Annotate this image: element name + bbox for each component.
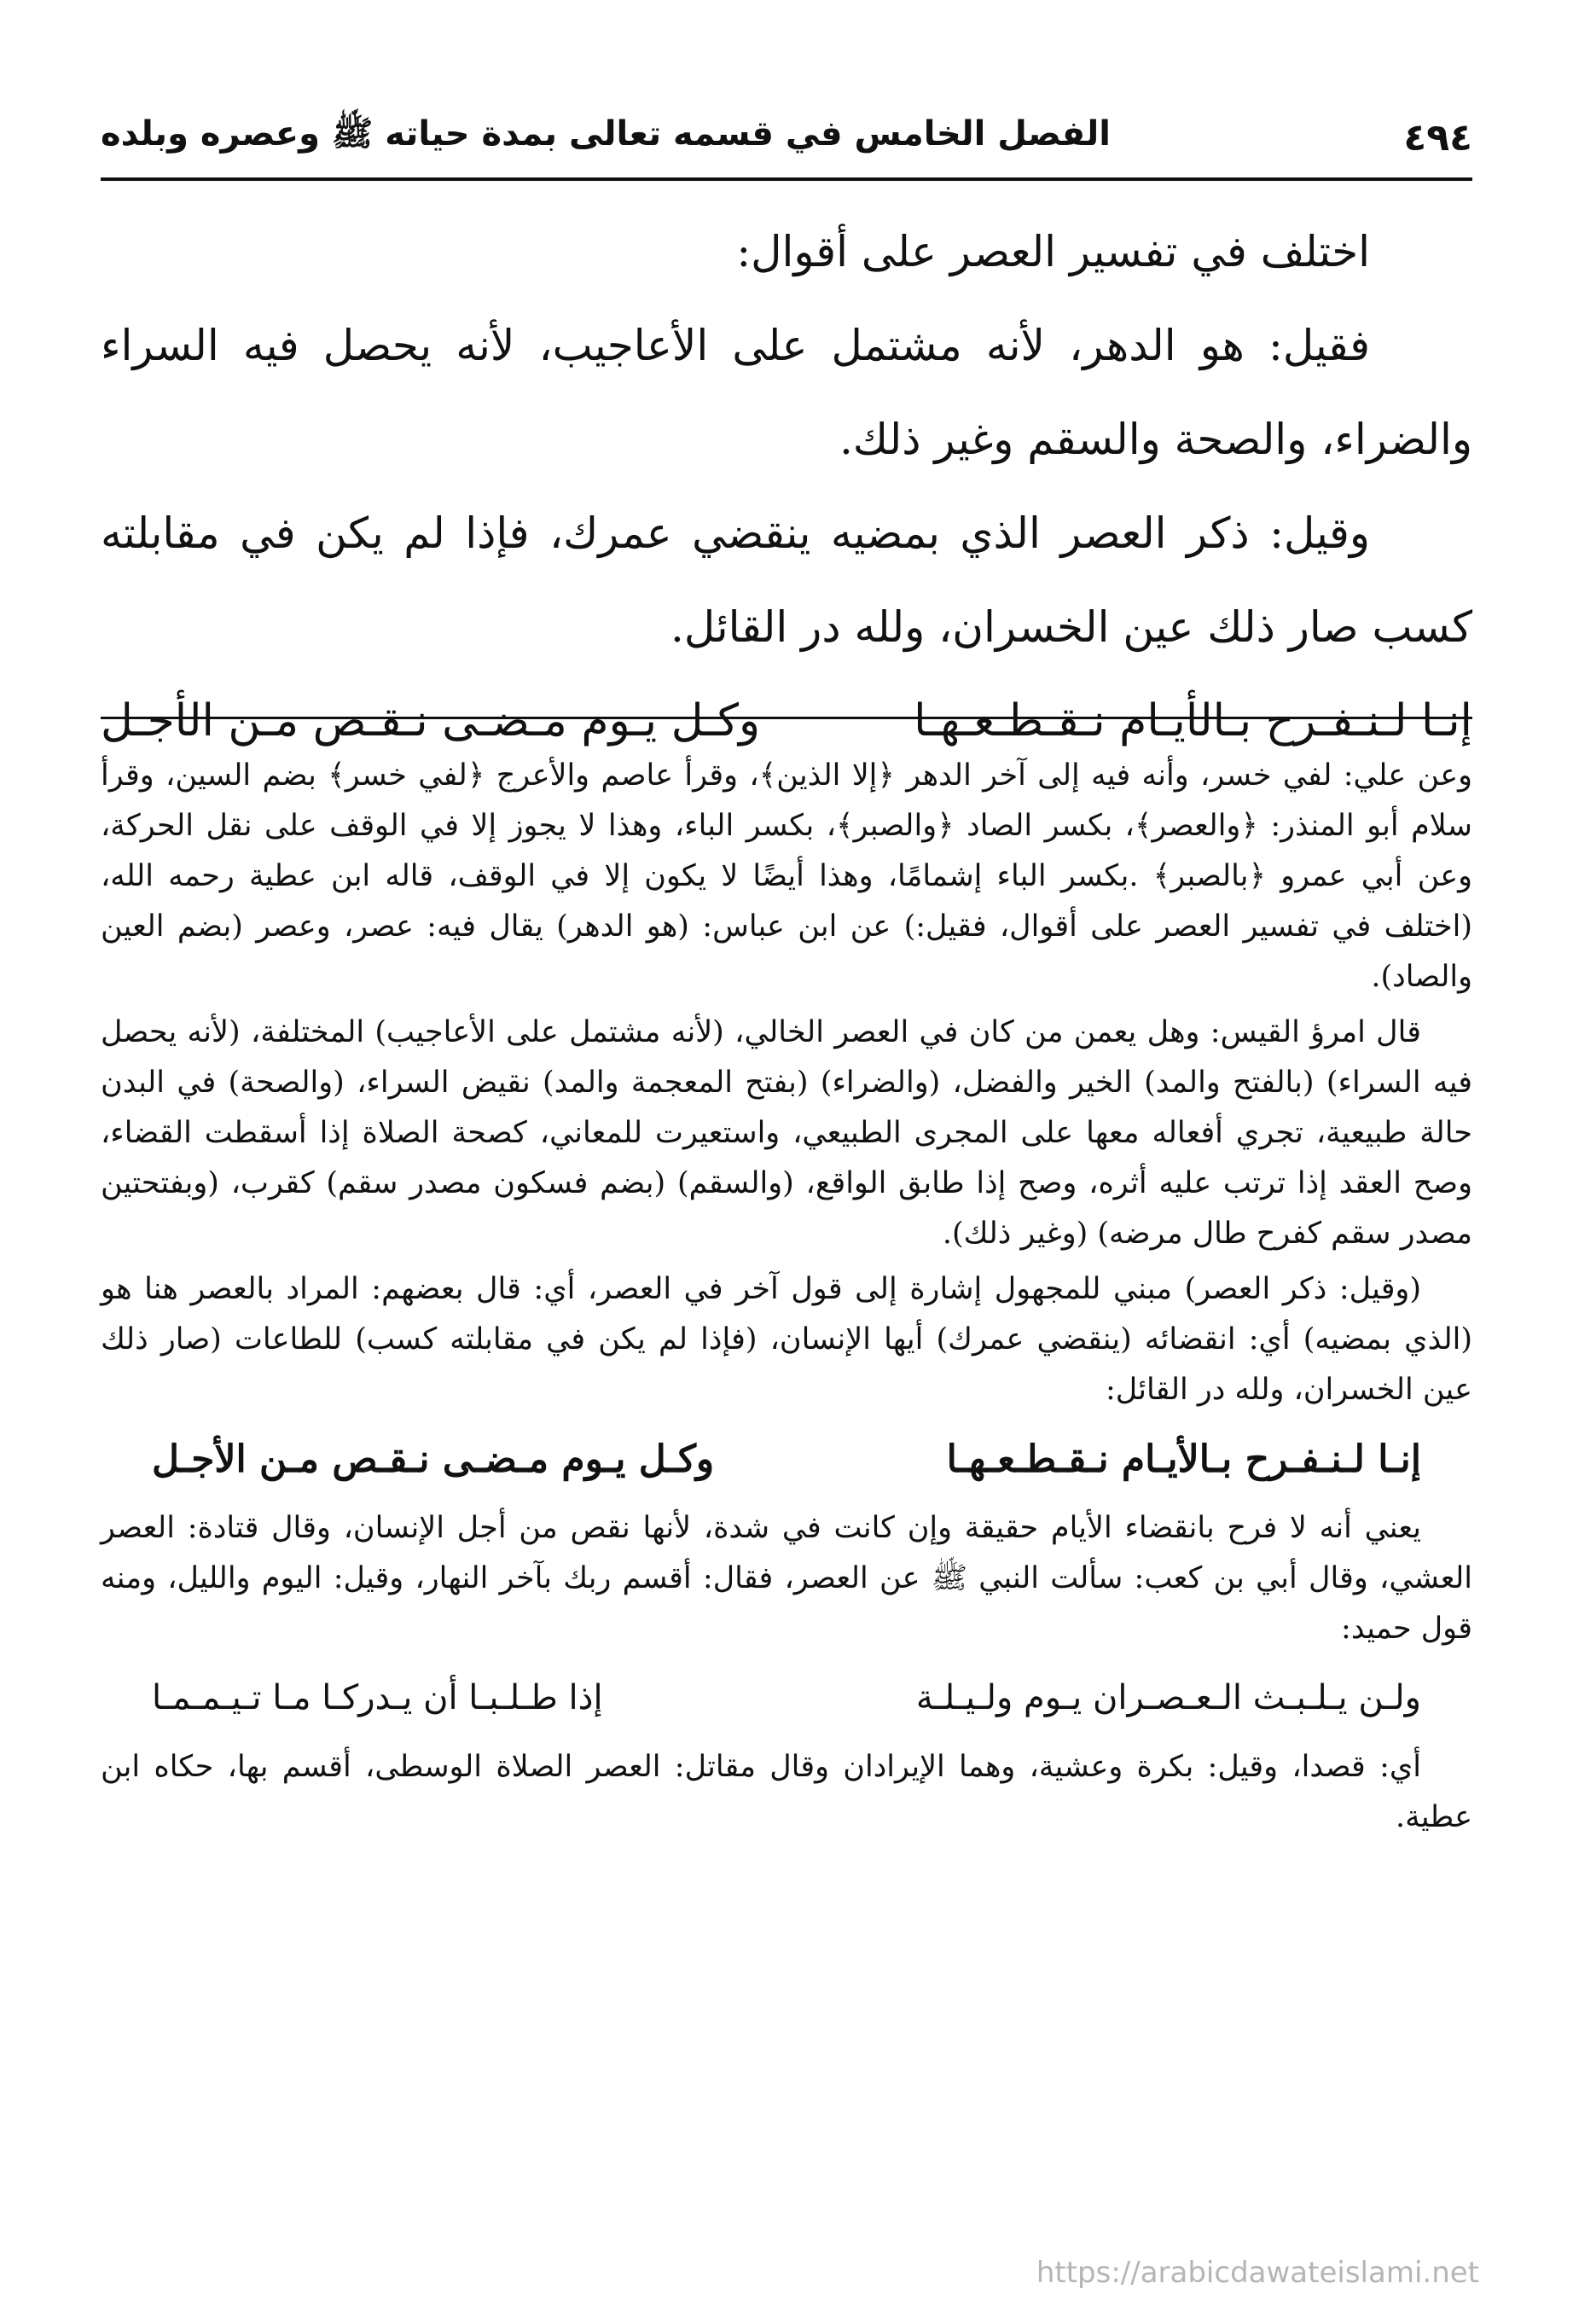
header-divider	[101, 177, 1472, 181]
commentary-verse-second-hemistich: وكـل يـوم مـضـى نـقـص مـن الأجـل	[152, 1438, 715, 1481]
commentary-paragraph-2: قال امرؤ القيس: وهل يعمن من كان في العصر الخالي، (لأنه مشتمل على الأعاجيب) المختلفة، (لأنه يحصل فيه السراء) (بالفتح والمد) الخير والفضل، (والضراء) (بفتح المعجمة والمد) نقيض السراء، (والصحة) في البدن حالة طبيعية، تجري أفعاله معها على المجرى الطبيعي، واستعيرت للمعاني، كصحة الصلاة إذا أسقطت القضاء، وصح العقد إذا ترتب عليه أثره، وصح إذا طابق الواقع، (والسقم) (بضم فسكون مصدر سقم) كقرب، (وبفتحتين مصدر سقم كفرح طال مرضه) (وغير ذلك).	[101, 1015, 1472, 1251]
main-verse-first-hemistich: إنـا لـنـفـرح بـالأيـام نـقـطـعـهـا	[914, 695, 1472, 747]
page-number: ٤٩٤	[1403, 115, 1472, 160]
site-watermark: https://arabicdawateislami.net	[1036, 2256, 1479, 2290]
humaid-verse-first-hemistich: ولـن يـلـبـث الـعـصـران يـوم ولـيـلـة	[915, 1678, 1421, 1717]
commentary-divider	[101, 717, 1472, 719]
commentary-paragraph-1: وعن علي: لفي خسر، وأنه فيه إلى آخر الدهر ﴿إلا الذين﴾، وقرأ عاصم والأعرج ﴿لفي خسر﴾ بضم السين، وقرأ سلام أبو المنذر: ﴿والعصر﴾، بكسر الصاد ﴿والصبر﴾، بكسر الباء، وهذا لا يجوز إلا في الوقف على نقل الحركة، وعن أبي عمرو ﴿بالصبر﴾ .بكسر الباء إشمامًا، وهذا أيضًا لا يكون إلا في الوقف، قاله ابن عطية رحمه الله، (اختلف في تفسير العصر على أقوال، فقيل:) عن ابن عباس: (هو الدهر) يقال فيه: عصر، وعصر (بضم العين والصاد).	[101, 758, 1472, 994]
main-verse-second-hemistich: وكـل يـوم مـضـى نـقـص مـن الأجـل	[101, 695, 761, 747]
commentary-text	[101, 751, 1472, 1843]
commentary-paragraph-5: أي: قصدا، وقيل: بكرة وعشية، وهما الإيرادان وقال مقاتل: العصر الصلاة الوسطى، أقسم بها، حكاه ابن عطية.	[101, 1750, 1472, 1834]
main-paragraph-3: وقيل: ذكر العصر الذي بمضيه ينقضي عمرك، فإذا لم يكن في مقابلته كسب صار ذلك عين الخسران، ولله در القائل.	[101, 508, 1472, 652]
commentary-paragraph-4: يعني أنه لا فرح بانقضاء الأيام حقيقة وإن كانت في شدة، لأنها نقص من أجل الإنسان، وقال قتادة: العصر العشي، وقال أبي بن كعب: سألت النبي ﷺ عن العصر، فقال: أقسم ربك بآخر النهار، وقيل: اليوم والليل، ومنه قول حميد:	[101, 1511, 1472, 1646]
running-title: الفصل الخامس في قسمه تعالى بمدة حياته ﷺ وعصره وبلده	[101, 114, 1111, 154]
commentary-verse-first-hemistich: إنـا لـنـفـرح بـالأيـام نـقـطـعـهـا	[946, 1438, 1421, 1481]
main-paragraph-1: اختلف في تفسير العصر على أقوال:	[736, 227, 1370, 276]
commentary-paragraph-3: (وقيل: ذكر العصر) مبني للمجهول إشارة إلى قول آخر في العصر، أي: قال بعضهم: المراد بالعصر هنا هو (الذي بمضيه) أي: انقضائه (ينقضي عمرك) أيها الإنسان، (فإذا لم يكن في مقابلته كسب) للطاعات (صار ذلك عين الخسران، ولله در القائل:	[101, 1272, 1472, 1407]
humaid-verse-second-hemistich: إذا طـلـبـا أن يـدركـا مـا تـيـمـمـا	[152, 1678, 603, 1717]
page-header	[101, 101, 1472, 174]
main-paragraph-2: فقيل: هو الدهر، لأنه مشتمل على الأعاجيب، لأنه يحصل فيه السراء والضراء، والصحة والسقم وغير ذلك.	[101, 321, 1472, 464]
commentary-verse	[152, 1434, 1421, 1484]
main-text	[101, 205, 1472, 768]
humaid-verse	[152, 1673, 1421, 1723]
